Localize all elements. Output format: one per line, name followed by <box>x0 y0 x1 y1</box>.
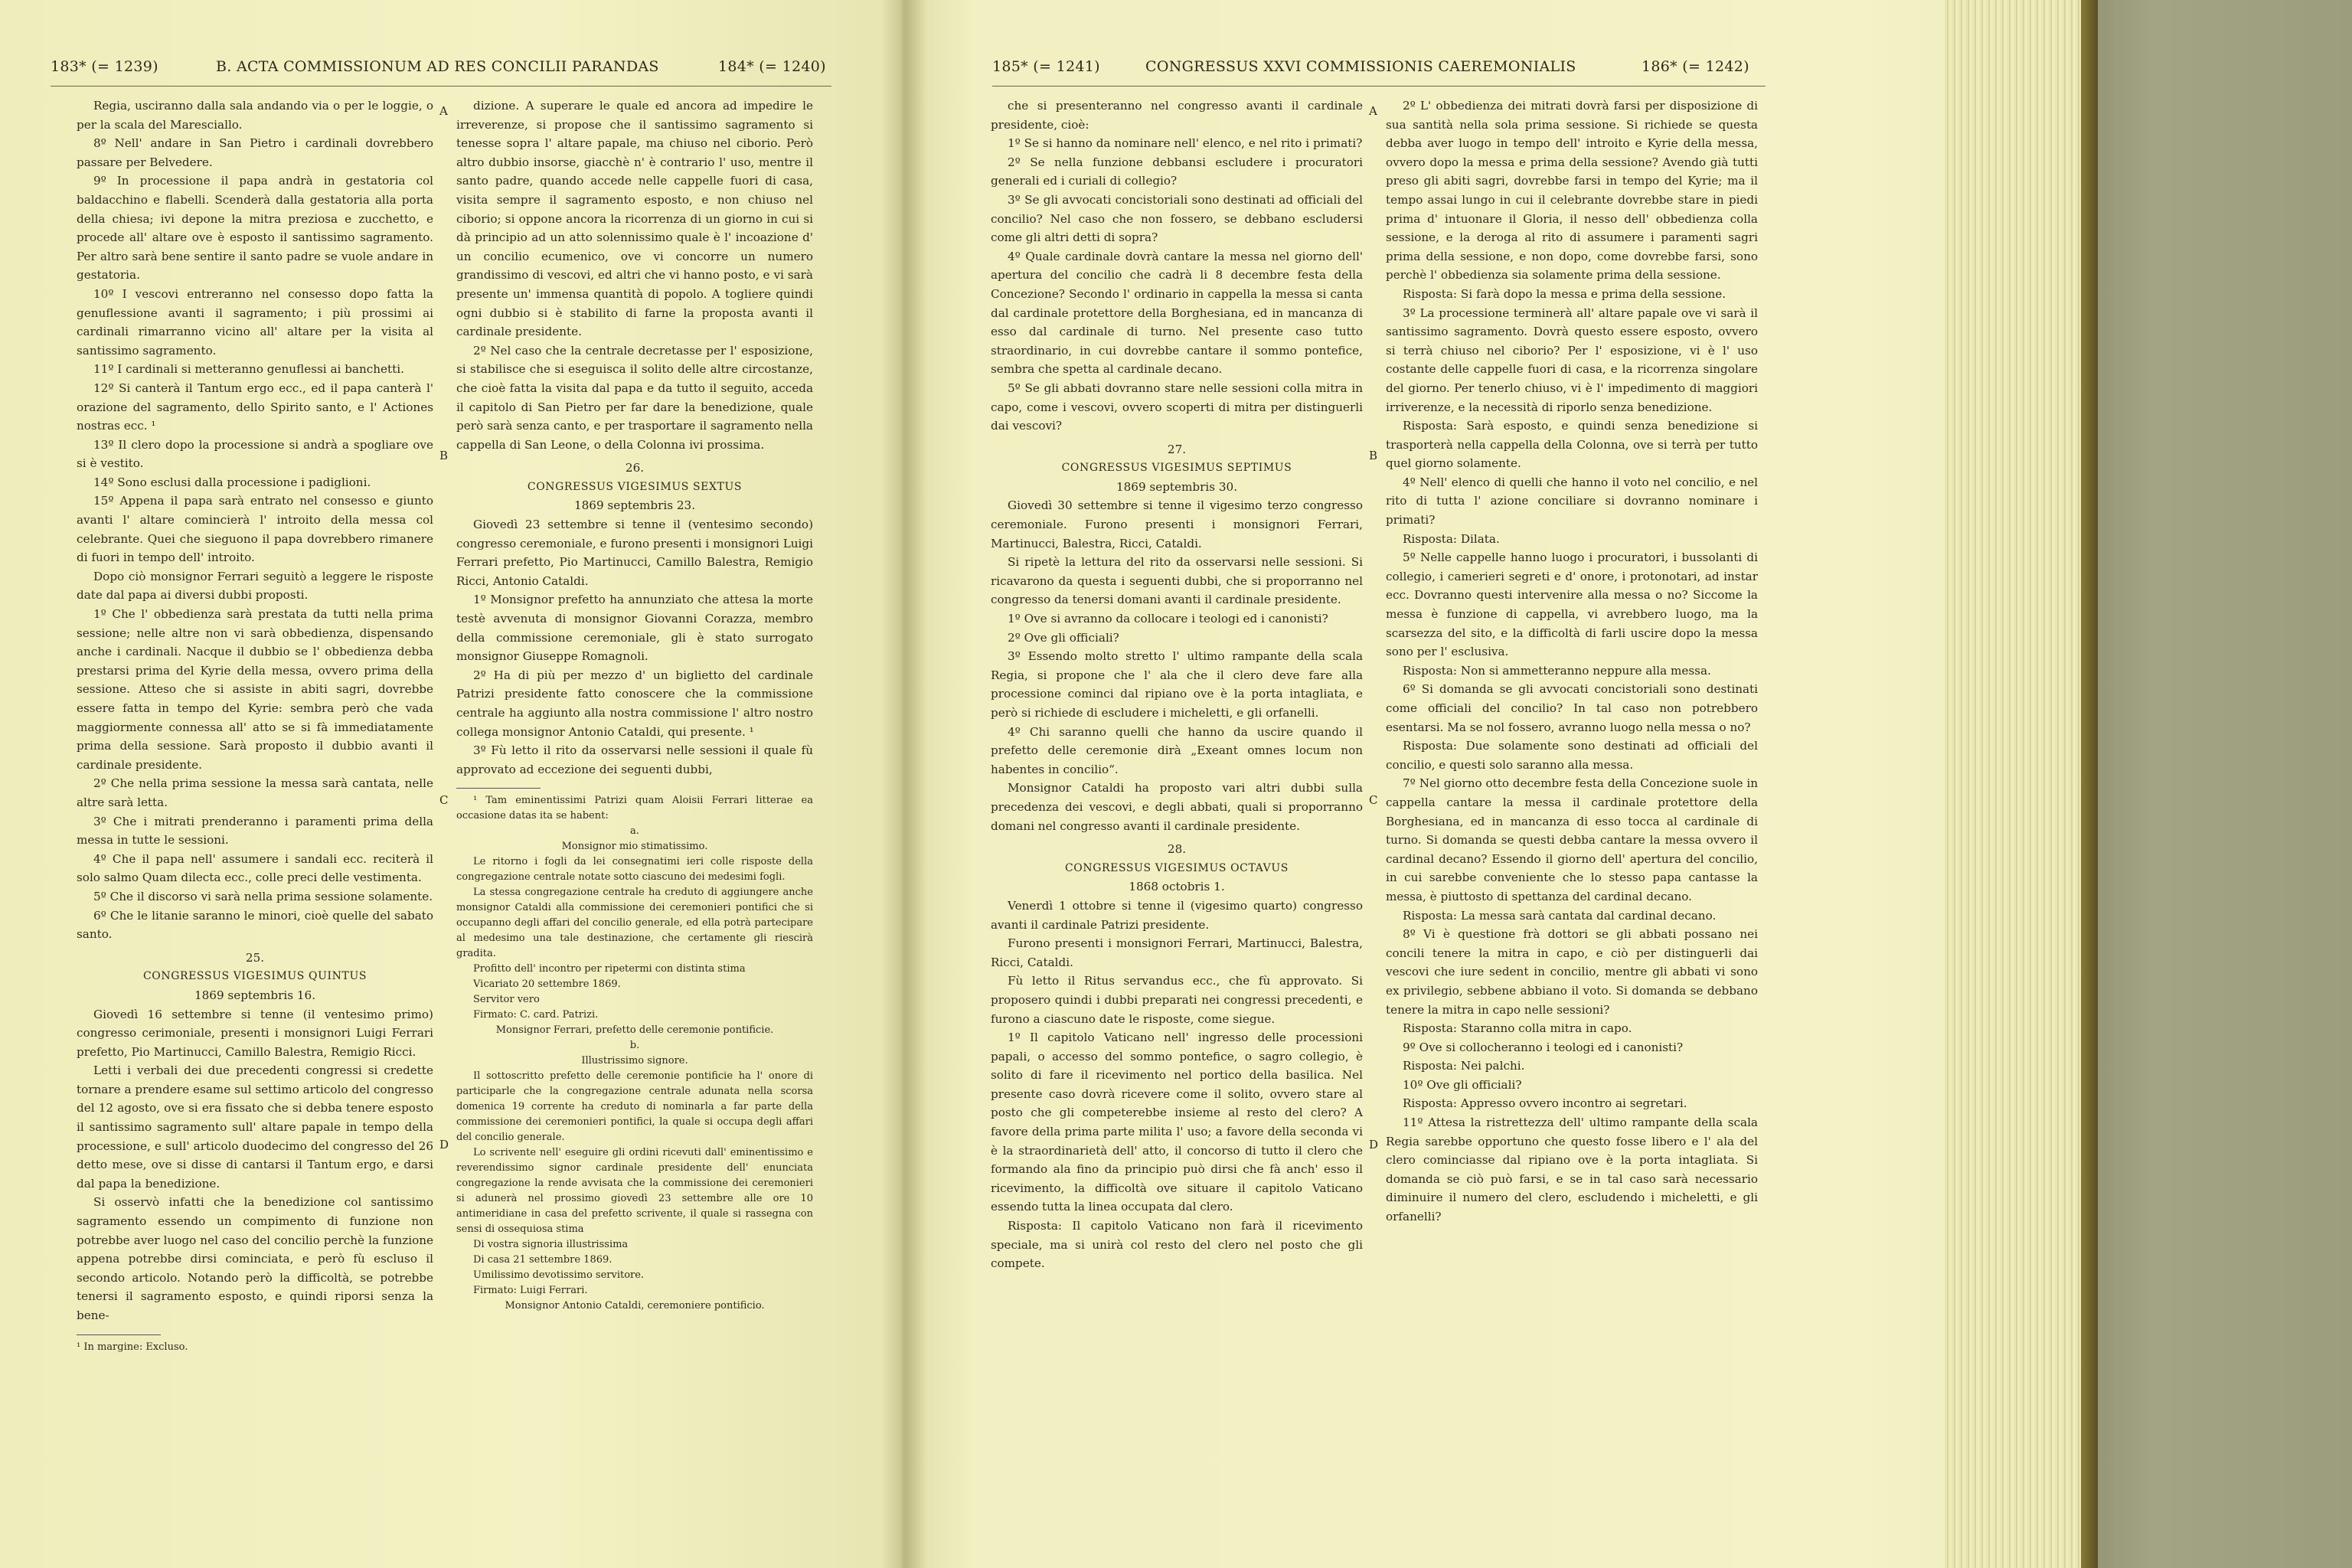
header-rule <box>992 86 1766 87</box>
footnote-line: Firmato: C. card. Patrizi. <box>473 1009 599 1021</box>
paragraph: 5º Che il discorso vi sarà nella prima sessione solamente. <box>93 889 433 903</box>
paragraph: Fù letto il Ritus servandus ecc., che fù approvato. Si proposero quindi i dubbi preparati nei congressi precedenti, e furono a ciascuno date le risposte, come siegue. <box>991 974 1363 1026</box>
footnote-line: Monsignor Ferrari, prefetto delle ceremonie pontificie. <box>495 1024 774 1037</box>
paragraph: 12º Si canterà il Tantum ergo ecc., ed il papa canterà l' orazione del sagramento, dello Spirito santo, e l' Actiones nostras ecc. ¹ <box>77 381 433 433</box>
paragraph: 9º In processione il papa andrà in gestatoria col baldacchino e flabelli. Scenderà dalla gestatoria alla porta della chiesa; ivi depone la mitra preziosa e zucchetto, e procede all' altare ove è esposto il santissimo sagramento. Per altro sarà bene sentire il santo padre se vuole andare in gestatoria. <box>77 174 433 283</box>
paragraph: Giovedì 30 settembre si tenne il vigesimo terzo congresso ceremoniale. Furono presenti i monsignori Ferrari, Martinucci, Balestra, Ricci, Cataldi. <box>991 498 1363 550</box>
paragraph: Risposta: Appresso ovvero incontro ai segretari. <box>1403 1096 1687 1111</box>
paragraph: 1º Il capitolo Vaticano nell' ingresso delle processioni papali, o accesso del sommo pontefice, o sagro collegio, è solito di fare il ricevimento nel portico della basilica. Nel presente caso dovrà ricevere come il solito, ovvero stare al posto che gli competerebbe insieme al resto del clero? A favore della prima parte milita l' uso; a favore della seconda vi è la straordinarietà dell' atto, il concorso di tutto il clero che formando ala fino da principio può dirsi che fà anch' esso il ricevimento, la difficoltà ove situare il capitolo Vaticano essendo tutta la linea occupata dal clero. <box>991 1031 1363 1214</box>
paragraph: 10º I vescovi entreranno nel consesso dopo fatta la genuflessione avanti il sagramento; i più prossimi ai cardinali rimarranno vicino all' altare per la visita al santissimo sagramento. <box>77 286 433 358</box>
paragraph: 2º Che nella prima sessione la messa sarà cantata, nelle altre sarà letta. <box>77 776 433 809</box>
right-page-number: 185* (= 1241) <box>992 58 1100 75</box>
paragraph: 1º Se si hanno da nominare nell' elenco, e nel rito i primati? <box>1008 136 1363 151</box>
paragraph: Regia, usciranno dalla sala andando via o per le loggie, o per la scala del Maresciallo. <box>77 99 433 132</box>
page-edges <box>1945 0 2098 1568</box>
left-page <box>0 0 902 1568</box>
paragraph: 3º Essendo molto stretto l' ultimo rampante della scala Regia, si propone che l' ala che il clero deve fare alla processione cominci dal ripiano ove è la porta intagliata, e però si richiede di escludere i micheletti, e gli orfanelli. <box>991 649 1363 720</box>
paragraph: 13º Il clero dopo la processione si andrà a spogliare ove si è vestito. <box>77 437 433 471</box>
footnote-line: a. <box>630 825 639 838</box>
right-column-2 <box>1386 96 1758 1227</box>
paragraph: 2º Se nella funzione debbansi escludere i procuratori generali ed i curiali di collegio? <box>991 155 1363 188</box>
margin-marker: A <box>439 104 448 118</box>
paragraph: 14º Sono esclusi dalla processione i padiglioni. <box>93 475 371 489</box>
paragraph: che si presenteranno nel congresso avanti il cardinale presidente, cioè: <box>991 99 1363 132</box>
right-page <box>902 0 2096 1568</box>
paragraph: Giovedì 16 settembre si tenne (il ventesimo primo) congresso cerimoniale, presenti i monsignori Luigi Ferrari prefetto, Pio Martinucci, Camillo Balestra, Remigio Ricci. <box>77 1007 433 1059</box>
section-number: 27. <box>1167 442 1187 456</box>
paragraph: 8º Vi è questione frà dottori se gli abbati possano nei concili tenere la mitra in capo, e ciò per distinguerli dai vescovi che iure sedent in concilio, mentre gli abbati vi sono ex privilegio, sebbene abbiano il voto. Si domanda se debbano tenere la mitra in capo nelle sessioni? <box>1386 927 1758 1017</box>
footnote-line: Di vostra signoria illustrissima <box>473 1239 629 1251</box>
paragraph: 5º Se gli abbati dovranno stare nelle sessioni colla mitra in capo, come i vescovi, ovvero scoperti di mitra per distinguerli dai vescovi? <box>991 381 1363 433</box>
header-rule <box>51 86 831 87</box>
footnote-line: Le ritorno i fogli da lei consegnatimi ieri colle risposte della congregazione centrale notate sotto ciascuno dei medesimi fogli. <box>456 856 813 884</box>
right-running-title: CONGRESSUS XXVI COMMISSIONIS CAEREMONIALIS <box>1145 58 1576 75</box>
paragraph: Risposta: Il capitolo Vaticano non farà il ricevimento speciale, ma si unirà col resto del clero nel posto che gli compete. <box>991 1219 1363 1271</box>
footnote-line: b. <box>629 1040 640 1052</box>
margin-marker: A <box>1369 104 1377 118</box>
section-date: 1869 septembris 30. <box>1116 479 1238 494</box>
left-running-title: B. ACTA COMMISSIONUM AD RES CONCILII PARANDAS <box>216 58 659 75</box>
section-number: 25. <box>245 950 265 965</box>
left-page-number: 183* (= 1239) <box>51 58 158 75</box>
section-title: CONGRESSUS VIGESIMUS OCTAVUS <box>1065 861 1289 874</box>
footnote-line: Umilissimo devotissimo servitore. <box>473 1269 645 1282</box>
paragraph: 3º La processione terminerà all' altare papale ove vi sarà il santissimo sagramento. Dovrà questo essere esposto, ovvero si terrà chiuso nel ciborio? Per l' esposizione, vi è l' uso costante delle cappelle fuori di casa, e la ricorrenza singolare del giorno. Per tenerlo chiuso, vi è l' impedimento di maggiori irriverenze, e la necessità di riporlo senza benedizione. <box>1386 305 1758 414</box>
paragraph: 6º Che le litanie saranno le minori, cioè quelle del sabato santo. <box>77 908 433 942</box>
paragraph: 6º Si domanda se gli avvocati concistoriali sono destinati come officiali del concilio? In tal caso non potrebbero esentarsi. Ma se nol fossero, avranno luogo nella messa o no? <box>1386 682 1758 734</box>
paragraph: 1º Monsignor prefetto ha annunziato che attesa la morte testè avvenuta di monsignor Giovanni Corazza, membro della commissione ceremoniale, gli è stato surrogato monsignor Giuseppe Romagnoli. <box>456 593 813 664</box>
paragraph: 3º Che i mitrati prenderanno i paramenti prima della messa in tutte le sessioni. <box>77 814 433 848</box>
footnote: ¹ In margine: Excluso. <box>77 1341 188 1353</box>
paragraph: 1º Che l' obbedienza sarà prestata da tutti nella prima sessione; nelle altre non vi sarà obbedienza, dispensando anche i cardinali. Nacque il dubbio se l' obbedienza debba prestarsi prima del Kyrie della messa, ovvero prima della sessione. Atteso che si assiste in abiti sagri, dovrebbe essere fatta in tempo del Kyrie: sembra però che vada maggiormente connessa all' atto se si fà immediatamente prima della sessione. Sarà proposto il dubbio avanti il cardinale presidente. <box>77 607 433 772</box>
paragraph: 1º Ove si avranno da collocare i teologi ed i canonisti? <box>1008 612 1328 626</box>
section-title: CONGRESSUS VIGESIMUS QUINTUS <box>142 970 368 983</box>
section-title: CONGRESSUS VIGESIMUS SEXTUS <box>527 480 743 493</box>
footnote-line: Firmato: Luigi Ferrari. <box>473 1285 588 1297</box>
footnote-line: Di casa 21 settembre 1869. <box>473 1254 612 1266</box>
paragraph: Giovedì 23 settembre si tenne il (ventesimo secondo) congresso ceremoniale, e furono presenti i monsignori Luigi Ferrari prefetto, Pio Martinucci, Camillo Balestra, Remigio Ricci, Antonio Cataldi. <box>456 518 813 588</box>
section-date: 1869 septembris 23. <box>573 498 696 513</box>
margin-marker: B <box>1369 449 1378 462</box>
paragraph: 7º Nel giorno otto decembre festa della Concezione suole in cappella cantare la messa il cardinale protettore della Borghesiana, ed in mancanza di esso tocca al cardinale di turno. Si domanda se questi debba cantare la messa ovvero il cardinal decano? Essendo il giorno dell' apertura del concilio, in cui sarebbe conveniente che lo stesso papa cantasse la messa, è piuttosto di spettanza del cardinal decano. <box>1386 776 1758 903</box>
section-date: 1868 octobris 1. <box>1129 880 1225 894</box>
footnote-line: La stessa congregazione centrale ha creduto di aggiungere anche monsignor Cataldi alla commissione dei ceremonieri pontifici che si occupanno degli affari del concilio generale, ed ella potrà partecipare al medesimo una tale destinazione, che certamente gli riescirà gradita. <box>456 887 813 960</box>
paragraph: 9º Ove si collocheranno i teologi ed i canonisti? <box>1403 1040 1684 1054</box>
paragraph: Risposta: Sarà esposto, e quindi senza benedizione si trasporterà nella cappella della Colonna, ove si terrà per tutto quel giorno solamente. <box>1386 419 1758 471</box>
scanner-background <box>2067 0 2352 1568</box>
paragraph: 3º Se gli avvocati concistoriali sono destinati ad officiali del concilio? Nel caso che non fossero, se debbano escludersi come gli altri detti di sopra? <box>991 192 1363 245</box>
paragraph: Letti i verbali dei due precedenti congressi si credette tornare a prendere esame sul settimo articolo del congresso del 12 agosto, ove si era fissato che si debba tenere esposto il santissimo sagramento sull' altare papale in tempo della processione, e sull' articolo duodecimo del congresso del 26 detto mese, ove si disse di cantarsi il Tantum ergo, e darsi dal papa la benedizione. <box>77 1063 433 1191</box>
paragraph: Risposta: Nei palchi. <box>1403 1059 1525 1073</box>
paragraph: Risposta: Due solamente sono destinati ad officiali del concilio, e questi solo saranno alla messa. <box>1386 739 1758 772</box>
paragraph: 2º L' obbedienza dei mitrati dovrà farsi per disposizione di sua santità nella sola prima sessione. Si richiede se questa debba aver luogo in tempo dell' introito e Kyrie della messa, ovvero dopo la messa e prima della sessione? Avendo già tutti preso gli abiti sagri, dovrebbe farsi in tempo del Kyrie; ma il tempo assai lungo in cui il celebrante dovrebbe stare in piedi prima d' intuonare il Gloria, il nesso dell' obbedienza colla sessione, e la deroga al rito di assumere i paramenti sagri prima della sessione, e non dopo, come dovrebbe farsi, sono perchè l' obbedienza sia solamente prima della sessione. <box>1386 99 1758 283</box>
paragraph: 15º Appena il papa sarà entrato nel consesso e giunto avanti l' altare comincierà l' introito della messa col celebrante. Quei che sieguono il papa dovrebbero rimanere di fuori in tempo dell' introito. <box>77 494 433 565</box>
paragraph: Risposta: Staranno colla mitra in capo. <box>1403 1021 1632 1036</box>
paragraph: Risposta: Si farà dopo la messa e prima della sessione. <box>1403 286 1726 301</box>
paragraph: 5º Nelle cappelle hanno luogo i procuratori, i bussolanti di collegio, i camerieri segreti e d' onore, i protonotari, ad instar ecc. Dovranno questi intervenire alla messa o no? Siccome la messa è funzione di cappella, vi avrebbero luogo, ma la scarsezza del sito, e la difficoltà di farli uscire dopo la messa sono per l' esclusiva. <box>1386 550 1758 659</box>
paragraph: Si osservò infatti che la benedizione col santissimo sagramento essendo un compimento di funzione non potrebbe aver luogo nel caso del concilio perchè la funzione appena potrebbe dirsi cominciata, e però fù escluso il secondo articolo. Notando però la difficoltà, se potrebbe tenersi il sagramento esposto, e quindi riporsi senza la bene- <box>77 1195 433 1322</box>
footnote-line: Monsignor mio stimatissimo. <box>561 841 708 853</box>
section-number: 26. <box>625 461 645 475</box>
footnote-line: Illustrissimo signore. <box>581 1055 688 1067</box>
left-column-2 <box>456 96 813 1314</box>
footnote-line: Lo scrivente nell' eseguire gli ordini ricevuti dall' eminentissimo e reverendissimo signor cardinale presidente dell' enunciata congregazione la rende avvisata che la commissione dei ceremonieri si adunerà nel prossimo giovedì 23 settembre alle ore 10 antimeridiane in casa del prefetto scrivente, il quale si rassegna con sensi di ossequiosa stima <box>456 1147 813 1236</box>
paragraph: Risposta: Non si ammetteranno neppure alla messa. <box>1403 663 1711 678</box>
footnote-line: ¹ Tam eminentissimi Patrizi quam Aloisii Ferrari litterae ea occasione datas ita se habent: <box>456 795 813 822</box>
paragraph: Risposta: Dilata. <box>1403 531 1500 546</box>
paragraph: 3º Fù letto il rito da osservarsi nelle sessioni il quale fù approvato ad eccezione dei seguenti dubbi, <box>456 743 813 776</box>
paragraph: dizione. A superare le quale ed ancora ad impedire le irreverenze, si propose che il santissimo sagramento si tenesse sopra l' altare papale, ma chiuso nel ciborio. Però altro dubbio insorse, giacchè n' è contrario l' uso, mentre il santo padre, quando accede nelle cappelle fuori di casa, visita sempre il sagramento esposto, e non chiuso nel ciborio; si oppone ancora la ricorrenza di un giorno in cui si dà principio ad un atto solennissimo quale è l' incoazione d' un concilio ecumenico, ove vi concorre un numero grandissimo di vescovi, ed altri che vi hanno posto, e vi sarà presente un' immensa quantità di popolo. A togliere quindi ogni dubbio si è stabilito di farne la proposta avanti il cardinale presidente. <box>456 99 813 339</box>
paragraph: 2º Ha di più per mezzo d' un biglietto del cardinale Patrizi presidente fatto conoscere che la commissione centrale ha aggiunto alla nostra commissione l' altro nostro collega monsignor Antonio Cataldi, qui presente. ¹ <box>456 668 813 739</box>
paragraph: Furono presenti i monsignori Ferrari, Martinucci, Balestra, Ricci, Cataldi. <box>991 936 1363 969</box>
paragraph: 2º Nel caso che la centrale decretasse per l' esposizione, si stabilisce che si eseguisca il solito delle altre circostanze, che cioè fatta la visita dal papa e da tutto il seguito, acceda il capitolo di San Pietro per far dare la benedizione, quale però sarà senza canto, e per trasportare il sagramento nella cappella di San Leone, o della Colonna ivi prossima. <box>456 343 813 452</box>
margin-marker: D <box>1369 1138 1379 1152</box>
paragraph: 11º Attesa la ristrettezza dell' ultimo rampante della scala Regia sarebbe opportuno che questo fosse libero e l' ala del clero cominciasse dal ripiano ove è la porta intagliata. Si domanda se ciò può farsi, e se in tal caso sarà necessario diminuire il numero del clero, escludendo i micheletti, e gli orfanelli? <box>1386 1116 1758 1224</box>
book-gutter <box>880 0 926 1568</box>
section-title: CONGRESSUS VIGESIMUS SEPTIMUS <box>1061 462 1292 475</box>
paragraph: Venerdì 1 ottobre si tenne il (vigesimo quarto) congresso avanti il cardinale Patrizi presidente. <box>991 898 1363 932</box>
paragraph: 8º Nell' andare in San Pietro i cardinali dovrebbero passare per Belvedere. <box>77 136 433 169</box>
paragraph: 4º Nell' elenco di quelli che hanno il voto nel concilio, e nel rito di tutta l' azione conciliare si dovranno nominare i primati? <box>1386 475 1758 528</box>
right-column-1 <box>991 96 1363 1273</box>
margin-marker: B <box>439 449 449 462</box>
margin-marker: C <box>1369 793 1378 807</box>
margin-marker: D <box>439 1138 449 1152</box>
section-date: 1869 septembris 16. <box>194 988 316 1002</box>
paragraph: 11º I cardinali si metteranno genuflessi ai banchetti. <box>93 362 404 377</box>
footnote-line: Monsignor Antonio Cataldi, ceremoniere pontificio. <box>505 1300 765 1312</box>
left-page-number-right: 184* (= 1240) <box>718 58 826 75</box>
book-cover-edge <box>2081 0 2098 1568</box>
footnote-rule <box>77 1334 161 1335</box>
paragraph: 4º Chi saranno quelli che hanno da uscire quando il prefetto delle ceremonie dirà „Exeant omnes locum non habentes in concilio“. <box>991 724 1363 776</box>
margin-marker: C <box>439 793 449 807</box>
paragraph: Monsignor Cataldi ha proposto vari altri dubbi sulla precedenza dei vescovi, e degli abbati, quali si proporranno domani nel congresso avanti il cardinale presidente. <box>991 781 1363 833</box>
right-page-number-right: 186* (= 1242) <box>1642 58 1749 75</box>
paragraph: Risposta: La messa sarà cantata dal cardinal decano. <box>1403 908 1717 923</box>
paragraph: Dopo ciò monsignor Ferrari seguitò a leggere le risposte date dal papa ai diversi dubbi proposti. <box>77 569 433 603</box>
paragraph: 4º Che il papa nell' assumere i sandali ecc. reciterà il solo salmo Quam dilecta ecc., colle preci delle vestimenta. <box>77 851 433 885</box>
footnote-line: Servitor vero <box>473 994 540 1006</box>
left-column-1 <box>77 96 433 1355</box>
footnote-line: Vicariato 20 settembre 1869. <box>473 978 621 991</box>
paragraph: 4º Quale cardinale dovrà cantare la messa nel giorno dell' apertura del concilio che cadrà li 8 decembre festa della Concezione? Secondo l' ordinario in cappella la messa si canta dal cardinale protettore della Borghesiana, ed in mancanza di esso dal cardinale di turno. Nel presente caso tutto straordinario, in cui dovrebbe cantare il sommo pontefice, sembra che spetta al cardinale decano. <box>991 249 1363 377</box>
paragraph: Si ripetè la lettura del rito da osservarsi nelle sessioni. Si ricavarono da questa i seguenti dubbi, che si proporranno nel congresso da tenersi domani avanti il cardinale presidente. <box>991 555 1363 607</box>
paragraph: 2º Ove gli officiali? <box>1008 630 1119 645</box>
section-number: 28. <box>1167 842 1187 857</box>
footnote-line: Il sottoscritto prefetto delle ceremonie pontificie ha l' onore di participarle che la congregazione centrale adunata nella scorsa domenica 19 corrente ha creduto di nominarla a far parte della commissione dei ceremonieri pontifici, la quale si occupa degli affari del concilio generale. <box>456 1070 813 1144</box>
footnote-line: Profitto dell' incontro per ripetermi con distinta stima <box>473 963 746 975</box>
footnote-rule <box>456 788 541 789</box>
paragraph: 10º Ove gli officiali? <box>1403 1077 1522 1092</box>
